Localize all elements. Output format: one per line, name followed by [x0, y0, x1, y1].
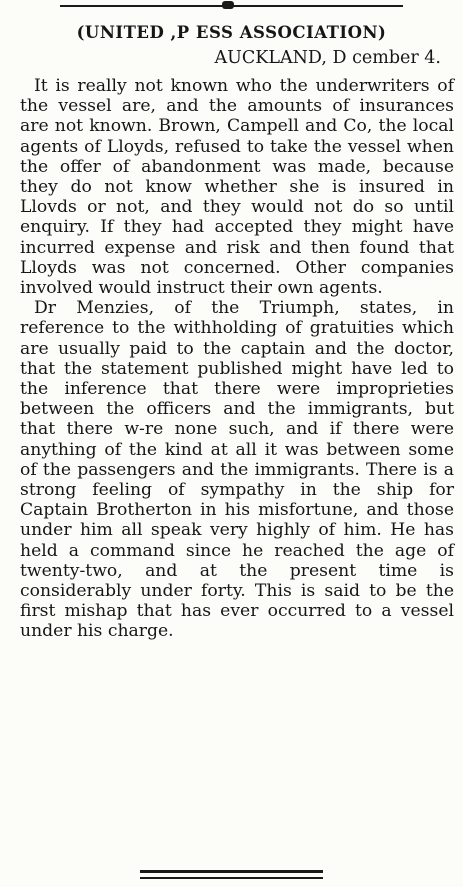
paragraph-insurance: It is really not known who the underwriters of the vessel are, and the amounts of insurances are not known. Brown, Campell and Co, the local agents of Lloyds, refused to take the vessel when the offer of abandonment was made, because they do not know whether she is insured in Llovds or not, and they would not do so until enquiry. If they had accepted they might have incurred expense and risk and then found that Lloyds was not concerned. Other companies involved would instruct their own agents.	[20, 76, 454, 299]
article-body	[20, 76, 454, 642]
bottom-rule	[140, 870, 323, 873]
paragraph-menzies-statement: Dr Menzies, of the Triumph, states, in reference to the withholding of gratuities which are usually paid to the captain and the doctor, that the statement published might have led to the inference that there were improprieties between the officers and the immigrants, but that there w-re none such, and if there were anything of the kind at all it was between some of the passengers and the immigrants. There is a strong feeling of sympathy in the ship for Captain Brotherton in his misfortune, and those under him all speak very highly of him. He has held a command since he reached the age of twenty-two, and at the present time is considerably under forty. This is said to be the first mishap that has ever occurred to a vessel under his charge.	[20, 298, 454, 642]
place-date: AUCKLAND, D cember 4.	[214, 48, 441, 68]
dateline	[0, 22, 463, 70]
top-rule-ornament	[222, 1, 234, 9]
bottom-rule-secondary	[140, 877, 323, 879]
agency-heading: (UNITED ,P ESS ASSOCIATION)	[76, 23, 387, 42]
